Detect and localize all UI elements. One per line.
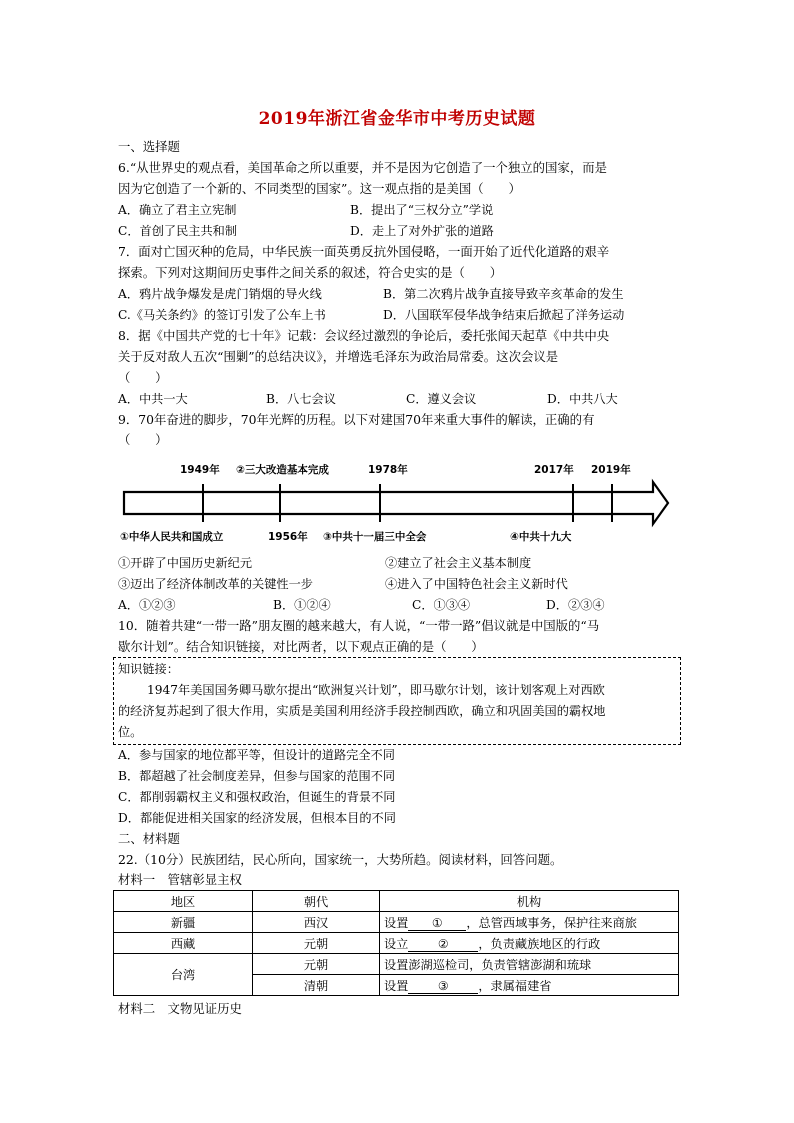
q10-option-a: A．参与国家的地位都平等，但设计的道路完全不同 <box>118 748 395 762</box>
table-cell-region: 西藏 <box>114 933 253 954</box>
timeline-label-2019: 2019年 <box>591 464 631 476</box>
timeline-figure <box>118 458 674 548</box>
table-cell-dynasty: 西汉 <box>253 912 380 933</box>
q9-option-d: D．②③④ <box>546 598 605 612</box>
q9-stem-line1: 9．70年奋进的脚步，70年光辉的历程。以下对建国70年来重大事件的解读，正确的有 <box>118 412 595 427</box>
jurisdiction-table <box>113 890 679 996</box>
cell-text: 设置 <box>384 978 409 993</box>
table-cell-dynasty: 元朝 <box>253 954 380 975</box>
table-cell-region: 新疆 <box>114 912 253 933</box>
table-cell-region: 台湾 <box>114 954 253 996</box>
q9-stem-line2: （ ） <box>118 432 168 447</box>
q6-option-b: B．提出了“三权分立”学说 <box>350 203 494 217</box>
cell-text: ，负责藏族地区的行政 <box>478 936 601 951</box>
q9-option-c: C．①③④ <box>412 598 471 612</box>
table-cell-dynasty: 元朝 <box>253 933 380 954</box>
q8-option-d: D．中共八大 <box>547 392 618 406</box>
table-cell-dynasty: 清朝 <box>253 975 380 996</box>
table-header-institution: 机构 <box>380 891 679 912</box>
timeline-label-1956: 1956年 <box>268 531 308 543</box>
material-one-heading: 材料一 管辖彰显主权 <box>118 872 242 887</box>
q9-statement-3: ③迈出了经济体制改革的关键性一步 <box>118 577 313 591</box>
section-material-heading: 二、材料题 <box>118 831 180 846</box>
q9-option-a: A．①②③ <box>118 598 176 612</box>
q7-option-a: A．鸦片战争爆发是虎门销烟的导火线 <box>118 287 322 301</box>
timeline-label-event2: ②三大改造基本完成 <box>236 464 329 476</box>
knowledge-link-title: 知识链接： <box>118 662 179 676</box>
timeline-label-1978: 1978年 <box>368 464 408 476</box>
q8-stem-line1: 8．据《中国共产党的七十年》记载：会议经过激烈的争论后，委托张闻天起草《中共中央 <box>118 328 610 343</box>
table-row <box>114 933 679 954</box>
page-title: 2019年浙江省金华市中考历史试题 <box>258 109 536 129</box>
q9-option-b: B．①②④ <box>273 598 331 612</box>
q9-statement-4: ④进入了中国特色社会主义新时代 <box>385 577 568 591</box>
q10-stem-line1: 10．随着共建“一带一路”朋友圈的越来越大，有人说，“一带一路”倡议就是中国版的“马 <box>118 618 600 633</box>
table-row <box>114 954 679 975</box>
table-header-dynasty: 朝代 <box>253 891 380 912</box>
table-header-region: 地区 <box>114 891 253 912</box>
timeline-arrow <box>124 482 668 524</box>
knowledge-link-line2: 的经济复苏起到了很大作用，实质是美国利用经济手段控制西欧，确立和巩固美国的霸权地 <box>118 704 606 718</box>
table-row <box>114 912 679 933</box>
material-two-heading: 材料二 文物见证历史 <box>118 1001 242 1016</box>
cell-text: ，总管西域事务，保护往来商旅 <box>466 915 637 930</box>
q8-stem-line3: （ ） <box>118 370 168 385</box>
q22-stem: 22.（10分）民族团结，民心所向，国家统一，大势所趋。阅读材料，回答问题。 <box>118 852 563 867</box>
cell-text: 设立 <box>384 936 409 951</box>
q7-stem-line1: 7．面对亡国灭种的危局，中华民族一面英勇反抗外国侵略，一面开始了近代化道路的艰辛 <box>118 244 610 259</box>
timeline-label-event4: ④中共十九大 <box>510 531 572 543</box>
cell-text: ，隶属福建省 <box>478 978 552 993</box>
q10-stem-line2: 歇尔计划”。结合知识链接，对比两者，以下观点正确的是（ ） <box>118 639 484 654</box>
q6-option-d: D．走上了对外扩张的道路 <box>350 224 494 238</box>
q7-option-d: D．八国联军侵华战争结束后掀起了洋务运动 <box>383 308 625 322</box>
q7-option-c: C.《马关条约》的签订引发了公车上书 <box>118 308 326 322</box>
answer-blank-3: ③ <box>408 979 478 994</box>
timeline-label-1949: 1949年 <box>180 464 220 476</box>
q6-stem-line2: 因为它创造了一个新的、不同类型的国家”。这一观点指的是美国（ ） <box>118 181 521 196</box>
cell-text: 设置 <box>384 915 409 930</box>
q10-option-b: B．都超越了社会制度差异，但参与国家的范围不同 <box>118 769 396 783</box>
table-cell-institution <box>380 975 679 996</box>
answer-blank-2: ② <box>408 937 478 952</box>
q9-statement-2: ②建立了社会主义基本制度 <box>385 556 532 570</box>
timeline-label-event1: ①中华人民共和国成立 <box>120 531 224 543</box>
q6-stem-line1: 6.“从世界史的观点看，美国革命之所以重要，并不是因为它创造了一个独立的国家，而是 <box>118 160 607 175</box>
timeline-label-2017: 2017年 <box>534 464 574 476</box>
q10-option-d: D．都能促进相关国家的经济发展，但根本目的不同 <box>118 811 396 825</box>
q8-option-a: A．中共一大 <box>118 392 188 406</box>
q9-statement-1: ①开辟了中国历史新纪元 <box>118 556 253 570</box>
table-cell-institution <box>380 912 679 933</box>
knowledge-link-line3: 位。 <box>118 725 143 739</box>
timeline-label-event3: ③中共十一届三中全会 <box>323 531 427 543</box>
q10-option-c: C．都削弱霸权主义和强权政治，但诞生的背景不同 <box>118 790 396 804</box>
q8-option-c: C．遵义会议 <box>406 392 477 406</box>
answer-blank-1: ① <box>408 916 466 931</box>
table-cell-institution: 设置澎湖巡检司，负责管辖澎湖和琉球 <box>380 954 679 975</box>
table-cell-institution <box>380 933 679 954</box>
q7-stem-line2: 探索。下列对这期间历史事件之间关系的叙述，符合史实的是（ ） <box>118 265 503 280</box>
q8-stem-line2: 关于反对敌人五次“围剿”的总结决议》，并增选毛泽东为政治局常委。这次会议是 <box>118 349 559 364</box>
q8-option-b: B．八七会议 <box>266 392 336 406</box>
q6-option-c: C．首创了民主共和制 <box>118 224 238 238</box>
section-choice-heading: 一、选择题 <box>118 139 180 154</box>
knowledge-link-line1: 1947年美国国务卿马歇尔提出“欧洲复兴计划”，即马歇尔计划，该计划客观上对西欧 <box>147 683 605 697</box>
knowledge-link-box <box>113 657 681 745</box>
table-header-row <box>114 891 679 912</box>
q7-option-b: B．第二次鸦片战争直接导致辛亥革命的发生 <box>383 287 624 301</box>
q6-option-a: A．确立了君主立宪制 <box>118 203 237 217</box>
